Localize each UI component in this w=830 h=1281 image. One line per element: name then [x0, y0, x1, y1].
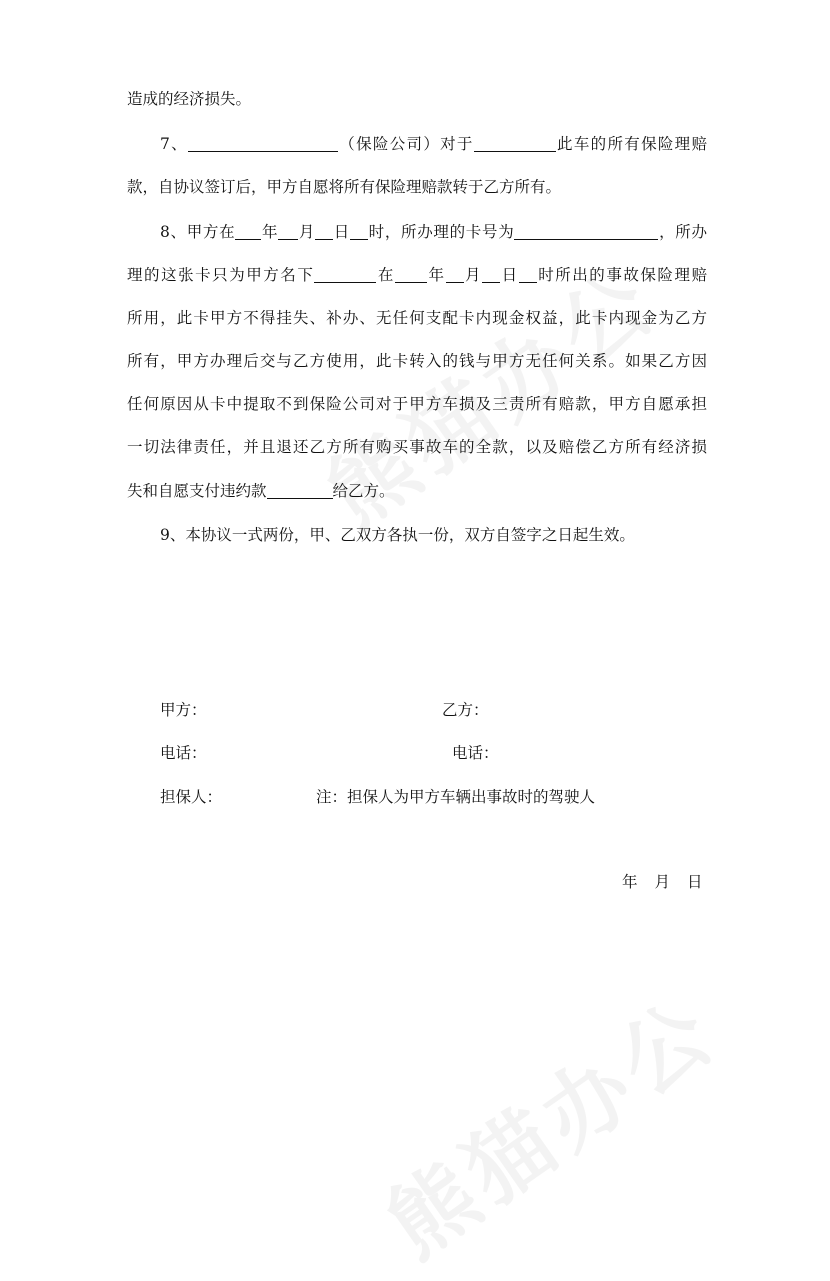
party-a-label: 甲方： [160, 701, 207, 719]
guarantor-label: 担保人： [160, 788, 223, 806]
month-blank[interactable] [446, 266, 464, 283]
day-blank[interactable] [315, 223, 333, 240]
date-day: 日 [687, 873, 703, 891]
insurance-company-blank[interactable] [188, 135, 338, 152]
clause-8-line-7: 失和自愿支付违约款 给乙方。 [127, 482, 395, 500]
clause-8-line-6: 一切法律责任，并且退还乙方所有购买事故车的全款，以及赔偿乙方所有经济损 [127, 438, 707, 456]
hour-blank[interactable] [519, 266, 537, 283]
paragraph-line: 造成的经济损失。 [127, 90, 252, 108]
phone-a-label: 电话： [160, 744, 207, 762]
date-year: 年 [622, 873, 638, 891]
penalty-amount-blank[interactable] [267, 482, 333, 499]
clause-8-line-2: 理的这张卡只为甲方名下 在 年 月 日 时所出的事故保险理赔 [127, 266, 707, 284]
guarantor-note: 注：担保人为甲方车辆出事故时的驾驶人 [316, 788, 596, 806]
day-blank[interactable] [482, 266, 500, 283]
signing-date [622, 872, 703, 892]
hour-blank[interactable] [350, 223, 368, 240]
name-blank[interactable] [314, 266, 376, 283]
year-blank[interactable] [395, 266, 427, 283]
clause-8-line-4: 所有，甲方办理后交与乙方使用，此卡转入的钱与甲方无任何关系。如果乙方因 [127, 352, 707, 370]
clause-7-line-1: 7、 （保险公司）对于 此车的所有保险理赔 [160, 135, 707, 153]
clause-number: 7、 [160, 135, 188, 153]
clause-8-line-5: 任何原因从卡中提取不到保险公司对于甲方车损及三责所有赔款，甲方自愿承担 [127, 395, 707, 413]
party-b-label: 乙方： [442, 701, 489, 719]
watermark [358, 963, 737, 1280]
month-blank[interactable] [278, 223, 298, 240]
vehicle-blank[interactable] [474, 135, 556, 152]
clause-9: 9、本协议一式两份，甲、乙双方各执一份，双方自签字之日起生效。 [160, 526, 635, 544]
clause-8-line-3: 所用，此卡甲方不得挂失、补办、无任何支配卡内现金权益，此卡内现金为乙方 [127, 309, 707, 327]
year-blank[interactable] [235, 223, 261, 240]
card-number-blank[interactable] [514, 223, 658, 240]
phone-b-label: 电话： [452, 744, 499, 762]
clause-7-line-2: 款，自协议签订后，甲方自愿将所有保险理赔款转于乙方所有。 [127, 178, 562, 196]
clause-8-line-1: 8、甲方在 年 月 日 时，所办理的卡号为 ，所办 [160, 223, 707, 241]
date-month: 月 [654, 873, 671, 891]
